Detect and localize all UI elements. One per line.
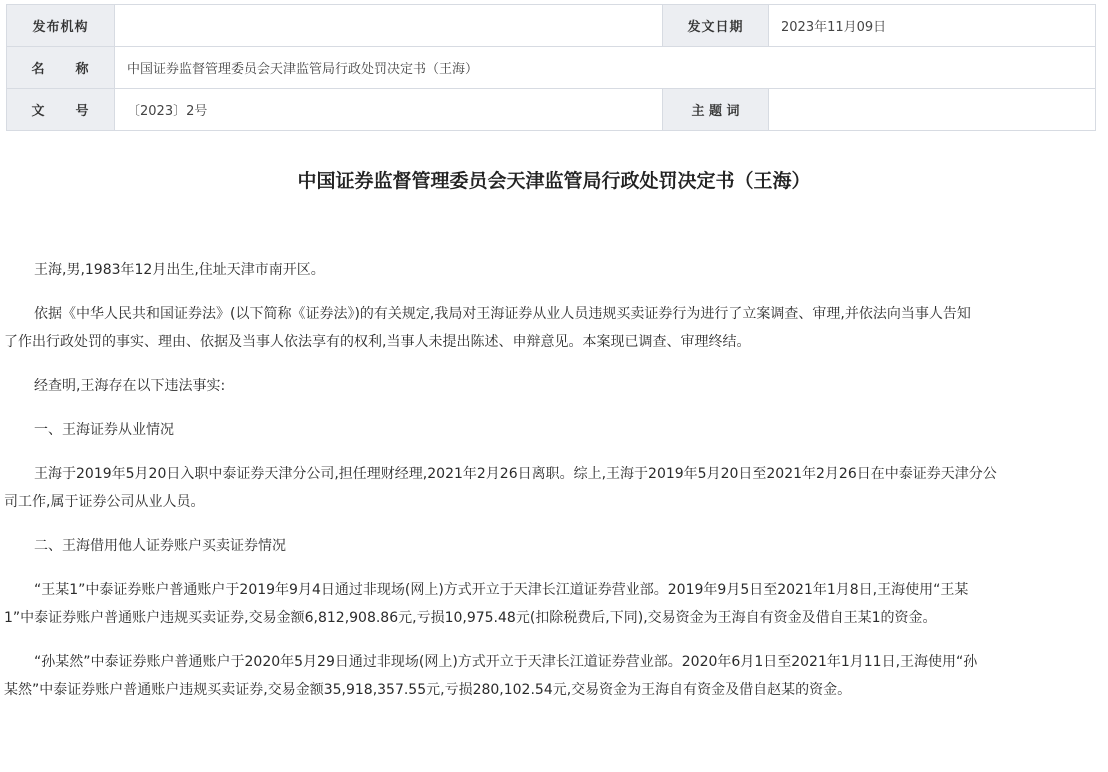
paragraph-employment-line-2: 司工作,属于证券公司从业人员。 [4, 494, 205, 510]
paragraph-account-wang [4, 576, 1096, 632]
paragraph-legal-basis [4, 300, 1096, 356]
paragraph-account-sun-line-1: “孙某然”中泰证券账户普通账户于2020年5月29日通过非现场(网上)方式开立于天津长江道证券营业部。2020年6月1日至2021年1月11日,王海使用“孙 [34, 654, 978, 670]
name-label-char-2: 称 [75, 62, 90, 77]
date-value: 2023年11月09日 [769, 5, 1096, 47]
name-label-char-1: 名 [31, 62, 46, 77]
docno-label-char-1: 文 [31, 104, 46, 119]
paragraph-account-sun-line-2: 某然”中泰证券账户普通账户违规买卖证券,交易金额35,918,357.55元,亏损280,102.54元,交易资金为王海自有资金及借自赵某的资金。 [4, 682, 852, 698]
keyword-value [769, 89, 1096, 131]
paragraph-account-sun [4, 648, 1096, 704]
document-body [4, 256, 1096, 704]
paragraph-account-wang-line-2: 1”中泰证券账户普通账户违规买卖证券,交易金额6,812,908.86元,亏损10,975.48元(扣除税费后,下同),交易资金为王海自有资金及借自王某1的资金。 [4, 610, 937, 626]
meta-row-issuer [7, 5, 1096, 47]
docno-value: 〔2023〕2号 [115, 89, 663, 131]
paragraph-employment [4, 460, 1096, 516]
issuer-label: 发布机构 [7, 5, 115, 47]
section-heading-employment: 一、王海证券从业情况 [34, 422, 174, 438]
meta-row-docno [7, 89, 1096, 131]
document-meta-table [6, 4, 1096, 131]
document-title: 中国证券监督管理委员会天津监管局行政处罚决定书（王海） [297, 170, 811, 192]
name-label [7, 47, 115, 89]
name-value: 中国证券监督管理委员会天津监管局行政处罚决定书（王海） [115, 47, 1096, 89]
paragraph-personal-info: 王海,男,1983年12月出生,住址天津市南开区。 [34, 262, 325, 278]
docno-label [7, 89, 115, 131]
paragraph-account-wang-line-1: “王某1”中泰证券账户普通账户于2019年9月4日通过非现场(网上)方式开立于天津长江道证券营业部。2019年9月5日至2021年1月8日,王海使用“王某 [34, 582, 969, 598]
keyword-label: 主 题 词 [663, 89, 769, 131]
paragraph-findings-intro: 经查明,王海存在以下违法事实: [34, 378, 226, 394]
docno-label-char-2: 号 [75, 104, 90, 119]
date-label: 发文日期 [663, 5, 769, 47]
issuer-value [115, 5, 663, 47]
paragraph-employment-line-1: 王海于2019年5月20日入职中泰证券天津分公司,担任理财经理,2021年2月26日离职。综上,王海于2019年5月20日至2021年2月26日在中泰证券天津分公 [34, 466, 997, 482]
paragraph-legal-basis-line-2: 了作出行政处罚的事实、理由、依据及当事人依法享有的权利,当事人未提出陈述、申辩意见。本案现已调查、审理终结。 [4, 334, 751, 350]
meta-row-name [7, 47, 1096, 89]
paragraph-legal-basis-line-1: 依据《中华人民共和国证券法》(以下简称《证券法》)的有关规定,我局对王海证券从业人员违规买卖证券行为进行了立案调查、审理,并依法向当事人告知 [34, 306, 971, 322]
section-heading-account-trading: 二、王海借用他人证券账户买卖证券情况 [34, 538, 286, 554]
